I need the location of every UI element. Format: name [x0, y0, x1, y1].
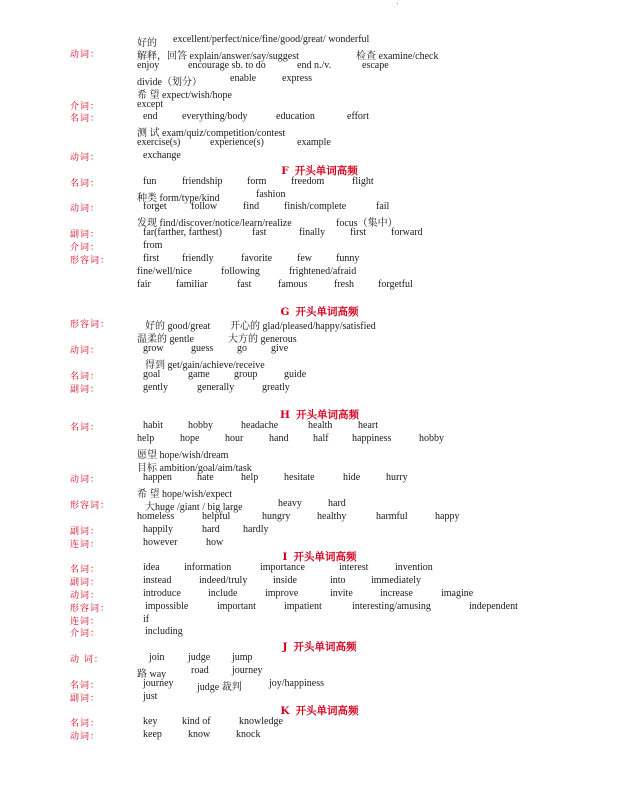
- vocab-word: forgetful: [378, 279, 413, 290]
- vocab-word: hard: [328, 498, 346, 509]
- section-heading: [0, 639, 639, 653]
- vocab-word: 希 望 expect/wish/hope: [137, 90, 232, 101]
- vocab-word: half: [313, 433, 329, 444]
- vocab-word: indeed/truly: [199, 575, 248, 586]
- part-of-speech-label: 名词：: [70, 681, 101, 691]
- vocab-row: [0, 253, 639, 266]
- vocab-word: improve: [265, 588, 299, 599]
- vocab-row: [0, 652, 639, 665]
- section-title: 开头单词高频: [294, 165, 358, 177]
- vocab-word: give: [271, 343, 289, 354]
- vocab-word: happen: [143, 472, 172, 483]
- vocab-row: [0, 601, 639, 614]
- part-of-speech-label: 名词：: [70, 179, 101, 189]
- vocab-row: [0, 678, 639, 691]
- vocab-word: freedom: [291, 176, 325, 187]
- vocab-word: introduce: [143, 588, 181, 599]
- section-title: 开头单词高频: [293, 551, 357, 563]
- vocab-row: [0, 433, 639, 446]
- vocab-word: fast: [237, 279, 252, 290]
- vocab-word: 大方的 generous: [228, 334, 297, 345]
- section-heading: [0, 407, 639, 421]
- vocab-word: healthy: [317, 511, 347, 522]
- vocab-row: [0, 86, 639, 99]
- vocab-word: first: [143, 253, 160, 264]
- vocab-word: forward: [391, 227, 423, 238]
- part-of-speech-label: 形容词：: [70, 604, 111, 614]
- vocab-word: keep: [143, 729, 162, 740]
- vocab-row: [0, 524, 639, 537]
- vocab-word: famous: [278, 279, 308, 290]
- vocab-word: 目标 ambition/goal/aim/task: [137, 463, 252, 474]
- vocab-word: happily: [143, 524, 173, 535]
- vocab-word: friendly: [182, 253, 214, 264]
- part-of-speech-label: 副词：: [70, 230, 101, 240]
- vocab-word: from: [143, 240, 163, 251]
- vocab-row: [0, 34, 639, 47]
- vocab-word: harmful: [376, 511, 408, 522]
- vocab-row: [0, 150, 639, 163]
- vocab-row: [0, 562, 639, 575]
- vocab-row: [0, 356, 639, 369]
- vocab-word: forget: [143, 201, 167, 212]
- section-title: 开头单词高频: [295, 306, 359, 318]
- vocab-word: hate: [197, 472, 214, 483]
- vocab-word: goal: [143, 369, 161, 380]
- vocab-word: 种类 form/type/kind: [137, 193, 220, 204]
- vocab-word: road: [191, 665, 209, 676]
- vocab-word: 检查 examine/check: [356, 51, 439, 62]
- vocab-word: homeless: [137, 511, 175, 522]
- vocab-word: increase: [380, 588, 413, 599]
- part-of-speech-label: 动词：: [70, 346, 101, 356]
- section-heading: [0, 163, 639, 177]
- vocab-row: [0, 214, 639, 227]
- vocab-word: few: [297, 253, 312, 264]
- vocab-word: invention: [395, 562, 433, 573]
- vocab-row: [0, 176, 639, 189]
- vocab-word: game: [188, 369, 210, 380]
- vocab-word: judge: [188, 652, 211, 663]
- vocab-word: guess: [191, 343, 214, 354]
- part-of-speech-label: 动词：: [70, 591, 101, 601]
- part-of-speech-label: 动词：: [70, 732, 101, 742]
- section-heading: [0, 549, 639, 563]
- vocab-word: group: [234, 369, 258, 380]
- vocab-word: into: [330, 575, 346, 586]
- vocab-word: join: [149, 652, 165, 663]
- vocab-word: friendship: [182, 176, 223, 187]
- vocab-word: invite: [330, 588, 353, 599]
- vocab-row: [0, 575, 639, 588]
- vocab-row: [0, 279, 639, 292]
- vocab-word: go: [237, 343, 247, 354]
- vocab-word: if: [143, 614, 150, 625]
- vocab-row: [0, 111, 639, 124]
- vocab-word: exchange: [143, 150, 181, 161]
- vocab-word: including: [145, 626, 183, 637]
- vocab-word: follow: [191, 201, 218, 212]
- part-of-speech-label: 动词：: [70, 204, 101, 214]
- vocab-word: funny: [336, 253, 360, 264]
- vocab-word: helpful: [202, 511, 231, 522]
- vocab-word: interest: [339, 562, 369, 573]
- vocab-word: 解释，回答 explain/answer/say/suggest: [137, 51, 299, 62]
- vocab-row: [0, 369, 639, 382]
- vocab-word: imagine: [441, 588, 474, 599]
- vocab-word: hurry: [386, 472, 408, 483]
- vocab-word: guide: [284, 369, 307, 380]
- vocab-word: kind of: [182, 716, 211, 727]
- vocab-row: [0, 459, 639, 472]
- vocab-word: judge 裁判: [197, 682, 242, 693]
- vocab-word: impatient: [284, 601, 322, 612]
- vocab-word: heavy: [278, 498, 302, 509]
- vocab-word: except: [137, 99, 164, 110]
- section-heading: [0, 703, 639, 717]
- vocab-row: [0, 485, 639, 498]
- vocab-word: inside: [273, 575, 297, 586]
- section-title: 开头单词高频: [295, 705, 359, 717]
- vocab-word: however: [143, 537, 178, 548]
- section-letter: K: [280, 705, 290, 717]
- vocab-word: greatly: [262, 382, 290, 393]
- vocab-word: first: [350, 227, 367, 238]
- vocab-row: [0, 73, 639, 86]
- part-of-speech-label: 名词：: [70, 423, 101, 433]
- vocab-word: important: [217, 601, 256, 612]
- vocab-word: hope: [180, 433, 200, 444]
- part-of-speech-label: 介词：: [70, 629, 101, 639]
- vocab-word: fail: [376, 201, 390, 212]
- vocab-row: [0, 137, 639, 150]
- vocab-word: fresh: [334, 279, 354, 290]
- part-of-speech-label: 名词：: [70, 565, 101, 575]
- vocab-row: [0, 240, 639, 253]
- vocab-word: familiar: [176, 279, 208, 290]
- vocab-row: [0, 420, 639, 433]
- vocab-row: [0, 665, 639, 678]
- vocab-word: happiness: [352, 433, 392, 444]
- vocab-word: enable: [230, 73, 257, 84]
- section-title: 开头单词高频: [293, 641, 357, 653]
- vocab-row: [0, 47, 639, 60]
- vocab-word: excellent/perfect/nice/fine/good/great/ wonderful: [173, 34, 370, 45]
- vocab-word: divide（划分）: [137, 77, 202, 88]
- section-letter: H: [280, 409, 290, 421]
- part-of-speech-label: 副词：: [70, 527, 101, 537]
- part-of-speech-label: 动 词：: [70, 655, 104, 665]
- vocab-word: 发现 find/discover/notice/learn/realize: [137, 218, 292, 229]
- vocab-word: headache: [241, 420, 279, 431]
- vocab-word: generally: [197, 382, 235, 393]
- vocab-word: help: [137, 433, 155, 444]
- vocab-row: [0, 588, 639, 601]
- vocab-word: help: [241, 472, 259, 483]
- part-of-speech-label: 名词：: [70, 372, 101, 382]
- vocab-row: [0, 472, 639, 485]
- part-of-speech-label: 副词：: [70, 385, 101, 395]
- vocab-word: effort: [347, 111, 370, 122]
- vocab-row: [0, 446, 639, 459]
- part-of-speech-label: 连词：: [70, 540, 101, 550]
- vocab-word: 温柔的 gentle: [137, 334, 194, 345]
- vocab-word: journey: [232, 665, 263, 676]
- vocab-word: fashion: [256, 189, 286, 200]
- vocab-row: [0, 317, 639, 330]
- section-letter: J: [282, 641, 288, 653]
- vocab-word: importance: [260, 562, 305, 573]
- vocab-word: health: [308, 420, 333, 431]
- vocab-word: 开心的 glad/pleased/happy/satisfied: [230, 321, 376, 332]
- section-letter: F: [281, 165, 289, 177]
- vocab-word: gently: [143, 382, 168, 393]
- vocab-word: focus（集中）: [336, 218, 398, 229]
- vocab-word: education: [276, 111, 315, 122]
- vocab-word: 路 way: [137, 669, 167, 680]
- section-letter: I: [282, 551, 288, 563]
- vocab-word: 测 试 exam/quiz/competition/contest: [137, 128, 286, 139]
- vocab-row: [0, 124, 639, 137]
- vocab-word: end: [143, 111, 158, 122]
- part-of-speech-label: 名词：: [70, 114, 101, 124]
- vocab-word: hardly: [243, 524, 269, 535]
- vocab-word: interesting/amusing: [352, 601, 431, 612]
- vocab-word: hour: [225, 433, 244, 444]
- vocab-word: 得到 get/gain/achieve/receive: [145, 360, 265, 371]
- vocab-word: far(farther, farthest): [143, 227, 222, 238]
- vocab-word: happy: [435, 511, 460, 522]
- vocab-word: end n./v.: [297, 60, 332, 71]
- part-of-speech-label: 名词：: [70, 719, 101, 729]
- section-heading: [0, 304, 639, 318]
- part-of-speech-label: 形容词：: [70, 501, 111, 511]
- vocab-word: idea: [143, 562, 160, 573]
- part-of-speech-label: 连词：: [70, 617, 101, 627]
- vocab-word: hide: [343, 472, 361, 483]
- vocab-word: how: [206, 537, 224, 548]
- vocab-word: journey: [143, 678, 174, 689]
- vocab-word: knock: [236, 729, 261, 740]
- vocab-word: jump: [232, 652, 253, 663]
- vocab-row: [0, 382, 639, 395]
- vocab-word: express: [282, 73, 312, 84]
- vocab-word: 好的: [137, 38, 157, 49]
- part-of-speech-label: 介词：: [70, 243, 101, 253]
- vocab-word: 希 望 hope/wish/expect: [137, 489, 232, 500]
- vocab-row: [0, 201, 639, 214]
- vocab-row: [0, 511, 639, 524]
- vocab-word: heart: [358, 420, 378, 431]
- vocab-word: finally: [299, 227, 326, 238]
- vocab-word: know: [188, 729, 211, 740]
- vocab-word: escape: [362, 60, 389, 71]
- section-title: 开头单词高频: [295, 409, 359, 421]
- part-of-speech-label: 动词：: [70, 50, 101, 60]
- vocab-word: frightened/afraid: [289, 266, 357, 277]
- part-of-speech-label: 介词：: [70, 102, 101, 112]
- vocab-row: [0, 343, 639, 356]
- part-of-speech-label: 形容词：: [70, 320, 111, 330]
- vocab-word: encourage sb. to do: [188, 60, 266, 71]
- vocab-word: hard: [202, 524, 220, 535]
- vocab-row: [0, 330, 639, 343]
- vocab-word: fair: [137, 279, 151, 290]
- vocab-row: [0, 716, 639, 729]
- vocab-word: everything/body: [182, 111, 248, 122]
- vocab-word: grow: [143, 343, 164, 354]
- vocab-word: example: [297, 137, 331, 148]
- vocab-word: flight: [352, 176, 374, 187]
- vocab-word: enjoy: [137, 60, 160, 71]
- vocab-word: fun: [143, 176, 157, 187]
- vocab-word: favorite: [241, 253, 273, 264]
- vocab-word: key: [143, 716, 158, 727]
- vocab-word: information: [184, 562, 232, 573]
- vocab-row: [0, 626, 639, 639]
- vocab-word: instead: [143, 575, 172, 586]
- vocab-word: impossible: [145, 601, 189, 612]
- vocab-word: hungry: [262, 511, 291, 522]
- vocab-word: experience(s): [210, 137, 264, 148]
- vocab-word: just: [143, 691, 158, 702]
- part-of-speech-label: 动词：: [70, 475, 101, 485]
- vocab-word: joy/happiness: [269, 678, 324, 689]
- vocab-word: exercise(s): [137, 137, 181, 148]
- vocab-word: hesitate: [284, 472, 315, 483]
- vocab-word: 大huge /giant / big large: [145, 502, 243, 513]
- part-of-speech-label: 副词：: [70, 694, 101, 704]
- vocab-word: hobby: [188, 420, 213, 431]
- vocab-word: find: [243, 201, 260, 212]
- vocab-word: 愿望 hope/wish/dream: [137, 450, 229, 461]
- vocab-row: [0, 227, 639, 240]
- vocab-row: [0, 266, 639, 279]
- vocab-word: hobby: [419, 433, 444, 444]
- part-of-speech-label: 动词：: [70, 153, 101, 163]
- vocab-word: form: [247, 176, 267, 187]
- vocab-word: fast: [252, 227, 267, 238]
- vocab-row: [0, 729, 639, 742]
- vocab-row: [0, 60, 639, 73]
- part-of-speech-label: 形容词：: [70, 256, 111, 266]
- section-letter: G: [280, 306, 290, 318]
- vocab-word: following: [221, 266, 260, 277]
- vocab-word: independent: [469, 601, 518, 612]
- vocab-word: habit: [143, 420, 163, 431]
- vocab-word: immediately: [371, 575, 421, 586]
- vocab-word: hand: [269, 433, 289, 444]
- vocab-word: knowledge: [239, 716, 283, 727]
- vocab-word: fine/well/nice: [137, 266, 192, 277]
- stray-mark: [397, 3, 398, 4]
- vocab-word: 好的 good/great: [145, 321, 211, 332]
- part-of-speech-label: 副词：: [70, 578, 101, 588]
- vocab-word: include: [208, 588, 238, 599]
- vocab-row: [0, 498, 639, 511]
- vocab-word: finish/complete: [284, 201, 347, 212]
